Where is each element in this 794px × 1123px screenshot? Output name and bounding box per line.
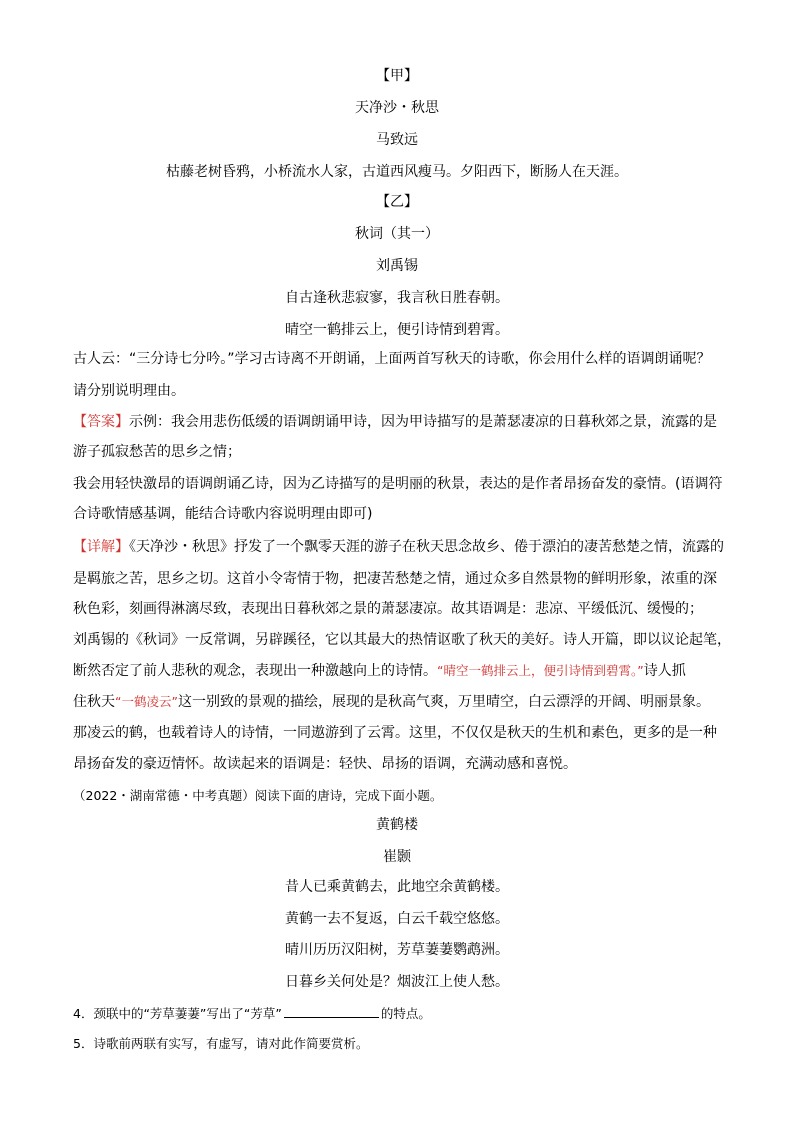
question-4: 4．颈联中的“芳草萋萋”写出了“芳草” 的特点。: [73, 1003, 431, 1024]
analysis-quote-2: “一鹤凌云”: [115, 694, 178, 709]
answer-line-3: 我会用轻快激昂的语调朗诵乙诗，因为乙诗描写的是明丽的秋景，表达的是作者昂扬奋发的豪情。(语调符: [73, 476, 723, 492]
answer-blank[interactable]: [284, 1003, 379, 1018]
analysis-line-1: 【详解】《天净沙・秋思》抒发了一个飘零天涯的游子在秋天思念故乡、倦于漂泊的凄苦愁楚之情，流露的: [73, 539, 724, 555]
poem2-line-2: 黄鹤一去不复返，白云千载空悠悠。: [285, 911, 509, 927]
poem2-title: 黄鹤楼: [376, 817, 418, 833]
analysis-line-7: 那凌云的鹤，也载着诗人的诗情，一同遨游到了云霄。这里，不仅仅是秋天的生机和素色，更多的是一种: [73, 725, 717, 741]
yi-title: 秋词（其一）: [355, 226, 439, 242]
answer-line-4: 合诗歌情感基调，能结合诗歌内容说明理由即可): [73, 506, 373, 522]
analysis-line-4: 刘禹锡的《秋词》一反常调，另辟蹊径，它以其最大的热情讴歌了秋天的美好。诗人开篇，即以议论起笔，: [73, 632, 731, 648]
question-line-1: 古人云：“三分诗七分吟。”学习古诗离不开朗诵，上面两首写秋天的诗歌，你会用什么样的语调朗诵呢？: [73, 351, 711, 367]
jia-tag: 【甲】: [376, 68, 418, 84]
jia-text: 枯藤老树昏鸦，小桥流水人家，古道西风瘦马。夕阳西下，断肠人在天涯。: [166, 164, 628, 180]
poem2-line-4: 日暮乡关何处是？烟波江上使人愁。: [285, 974, 509, 990]
yi-author: 刘禹锡: [376, 258, 418, 274]
poem2-line-1: 昔人已乘黄鹤去，此地空余黄鹤楼。: [285, 879, 509, 895]
poem2-line-3: 晴川历历汉阳树，芳草萋萋鹦鹉洲。: [285, 942, 509, 958]
analysis-line-5: 断然否定了前人悲秋的观念，表现出一种激越向上的诗情。“晴空一鹤排云上，便引诗情到碧霄。”诗人抓: [73, 663, 686, 679]
answer-label: 【答案】: [73, 414, 129, 430]
yi-line-2: 晴空一鹤排云上，便引诗情到碧霄。: [285, 322, 509, 338]
analysis-line-8: 昂扬奋发的豪迈情怀。故读起来的语调是：轻快、昂扬的语调，充满动感和喜悦。: [73, 756, 577, 772]
answer-line-1: 【答案】示例：我会用悲伤低缓的语调朗诵甲诗，因为甲诗描写的是萧瑟凄凉的日暮秋郊之景，流露的是: [73, 414, 717, 430]
answer-line-2: 游子孤寂愁苦的思乡之情；: [73, 444, 241, 460]
poem2-author: 崔颢: [383, 849, 411, 865]
yi-tag: 【乙】: [376, 194, 418, 210]
yi-line-1: 自古逢秋悲寂寥，我言秋日胜春朝。: [285, 290, 509, 306]
question-line-2: 请分别说明理由。: [73, 383, 185, 399]
analysis-label: 【详解】: [73, 539, 129, 555]
jia-author: 马致远: [376, 132, 418, 148]
analysis-line-3: 秋色彩，刻画得淋漓尽致，表现出日暮秋郊之景的萧瑟凄凉。故其语调是：悲凉、平缓低沉、缓慢的；: [73, 601, 703, 617]
source-line: （2022・湖南常德・中考真题）阅读下面的唐诗，完成下面小题。: [73, 788, 443, 803]
analysis-line-2: 是羁旅之苦，思乡之切。这首小令寄情于物，把凄苦愁楚之情，通过众多自然景物的鲜明形象，浓重的深: [73, 571, 717, 587]
analysis-line-6: 住秋天“一鹤凌云”这一别致的景观的描绘，展现的是秋高气爽，万里晴空，白云漂浮的开阔、明丽景象。: [73, 694, 710, 710]
question-5: 5．诗歌前两联有实写，有虚写，请对此作简要赏析。: [73, 1036, 369, 1051]
jia-title: 天净沙・秋思: [355, 100, 439, 116]
analysis-quote-1: “晴空一鹤排云上，便引诗情到碧霄。”: [437, 663, 644, 678]
